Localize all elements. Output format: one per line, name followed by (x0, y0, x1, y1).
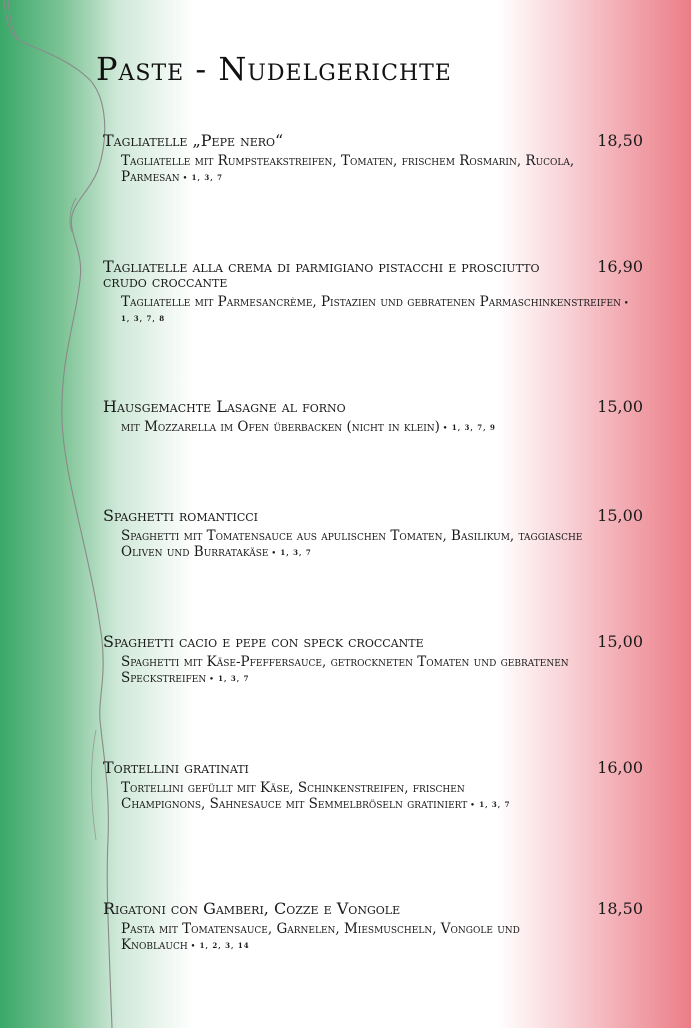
allergen-codes: • 1, 3, 7 (271, 547, 312, 557)
dish-description: Spaghetti mit Käse-Pfeffersauce, getrockneten Tomaten und gebratenen Speckstreifen • 1, 3, 7 (121, 654, 569, 686)
dish-price: 18,50 (597, 131, 643, 150)
dish-name: Spaghetti romanticci (103, 506, 259, 525)
dish-price: 15,00 (597, 506, 643, 525)
menu-item (103, 399, 643, 436)
allergen-codes: • 1, 3, 7 (470, 799, 511, 809)
menu-item (103, 508, 643, 561)
dish-name: Rigatoni con Gamberi, Cozze e Vongole (103, 899, 401, 918)
allergen-codes: • 1, 3, 7, 8 (121, 297, 630, 323)
menu-item (103, 634, 643, 687)
dish-description: Tortellini gefüllt mit Käse, Schinkenstreifen, frischen Champignons, Sahnesauce mit Semmelbröseln gratiniert • 1, 3, 7 (121, 780, 511, 812)
allergen-codes: • 1, 2, 3, 14 (190, 940, 250, 950)
dish-name: Spaghetti cacio e pepe con speck croccante (103, 632, 424, 651)
dish-price: 15,00 (597, 397, 643, 416)
dish-name: Tortellini gratinati (103, 758, 249, 777)
dish-price: 16,90 (597, 257, 643, 276)
menu-item (103, 901, 643, 954)
dish-description: mit Mozzarella im Ofen überbacken (nicht in klein) • 1, 3, 7, 9 (121, 419, 496, 435)
page-title: Paste - Nudelgerichte (96, 50, 452, 88)
allergen-codes: • 1, 3, 7 (182, 172, 223, 182)
dish-description: Spaghetti mit Tomatensauce aus apulischen Tomaten, Basilikum, taggiasche Oliven und Burratakäse • 1, 3, 7 (121, 528, 583, 560)
dish-price: 15,00 (597, 632, 643, 651)
dish-price: 16,00 (597, 758, 643, 777)
dish-price: 18,50 (597, 899, 643, 918)
menu-item (103, 133, 643, 186)
dish-description: Tagliatelle mit Rumpsteakstreifen, Tomaten, frischem Rosmarin, Rucola, Parmesan • 1, 3, 7 (121, 153, 575, 185)
dish-name: Hausgemachte Lasagne al forno (103, 397, 346, 416)
dish-name: Tagliatelle alla crema di parmigiano pistacchi e prosciutto crudo croccante (103, 257, 540, 291)
menu-item (103, 259, 643, 327)
dish-name: Tagliatelle „Pepe nero“ (103, 131, 284, 150)
allergen-codes: • 1, 3, 7 (209, 673, 250, 683)
dish-description: Pasta mit Tomatensauce, Garnelen, Miesmuscheln, Vongole und Knoblauch • 1, 2, 3, 14 (121, 921, 520, 953)
menu-item (103, 760, 643, 813)
dish-description: Tagliatelle mit Parmesancrème, Pistazien und gebratenen Parmaschinkenstreifen • 1, 3, 7, 8 (121, 294, 630, 323)
allergen-codes: • 1, 3, 7, 9 (442, 422, 496, 432)
